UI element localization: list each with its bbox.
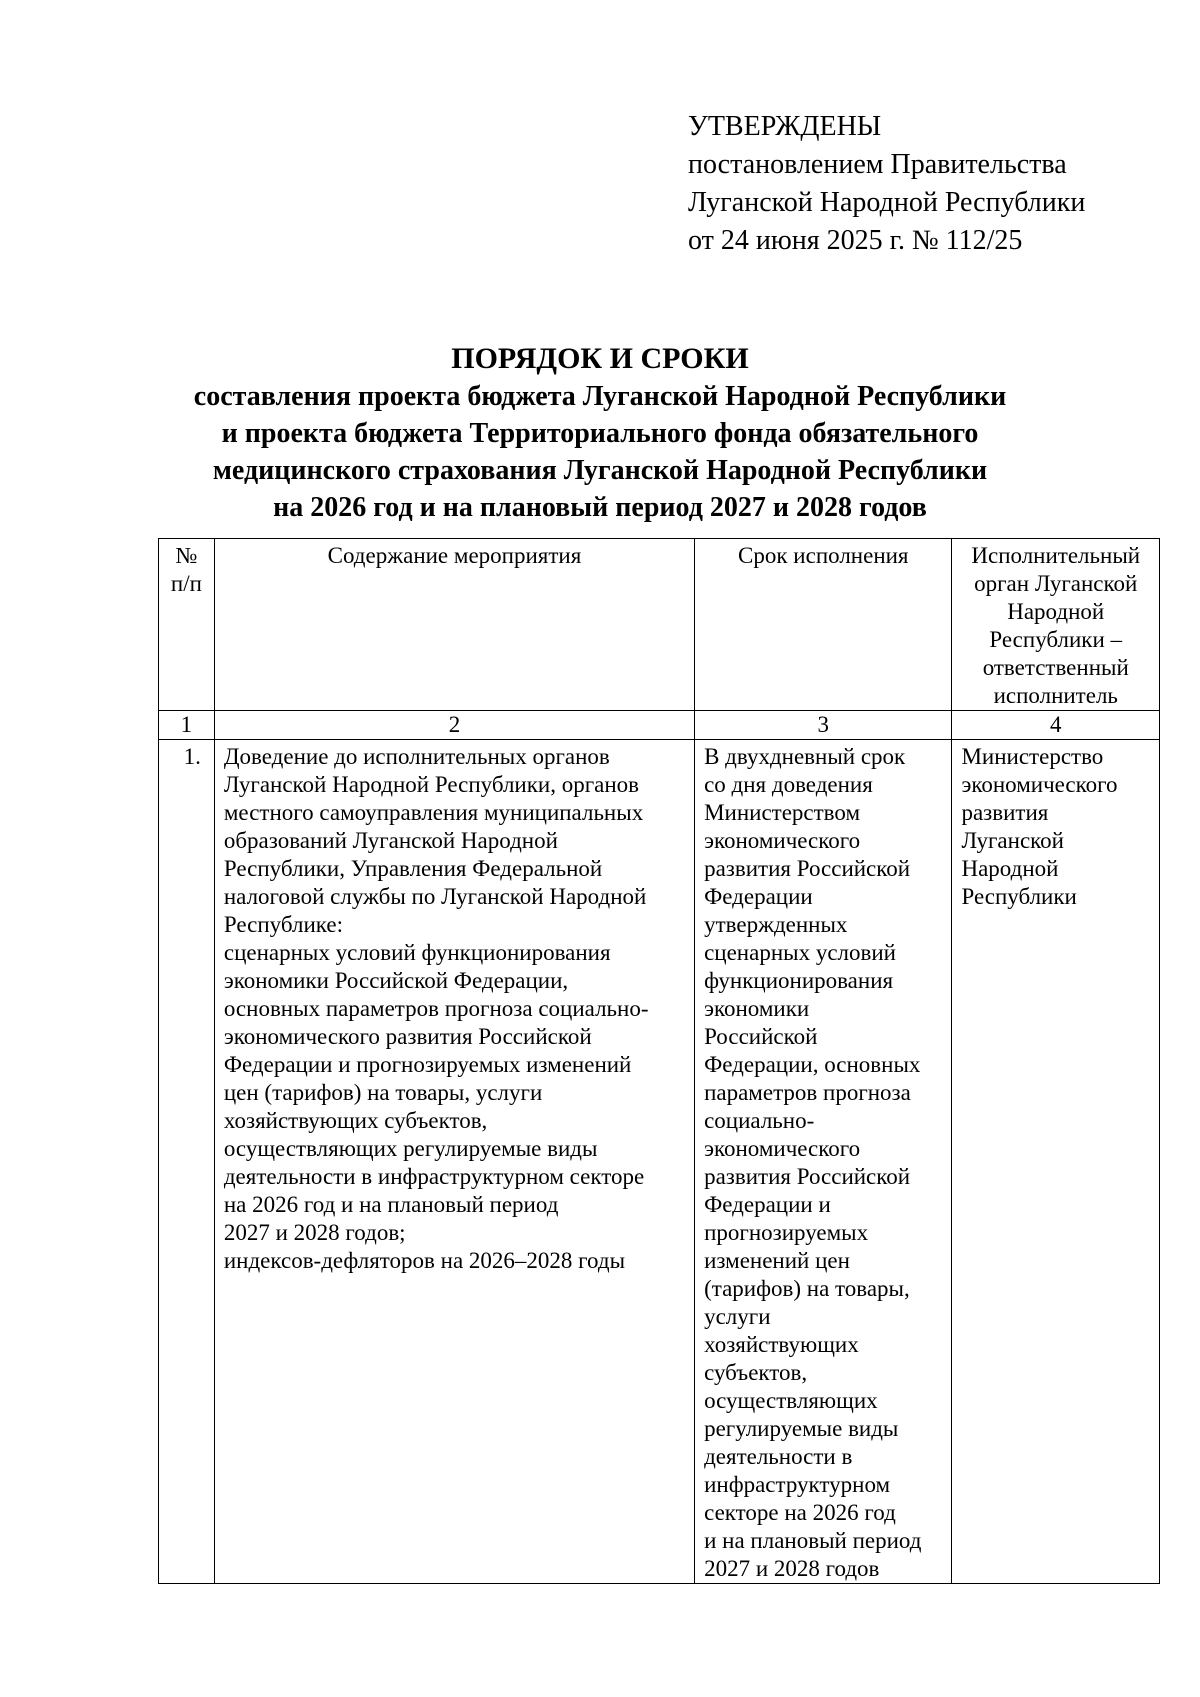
deadline-line: деятельности в (704, 1444, 853, 1469)
deadline-line: сценарных условий (704, 940, 896, 965)
header-executor-line: Народной (1007, 599, 1105, 624)
deadline-line: со дня доведения (704, 772, 873, 797)
column-number: 3 (695, 711, 952, 740)
approval-line: Луганской Народной Республики (688, 187, 1086, 218)
header-num-line: № (175, 543, 198, 568)
content-line: цен (тарифов) на товары, услуги (223, 1080, 543, 1105)
content-line: Луганской Народной Республики, органов (223, 772, 640, 797)
title-main: ПОРЯДОК И СРОКИ (451, 342, 749, 375)
approval-stamp (688, 108, 1085, 260)
deadline-line: прогнозируемых (704, 1220, 869, 1245)
deadline-line: и на плановый период (704, 1528, 922, 1553)
executor-line: Республики (961, 884, 1077, 909)
header-executor-line: орган Луганской (974, 571, 1138, 596)
row-number: 1. (183, 744, 201, 769)
row-number-cell (159, 740, 215, 1584)
deadline-line: развития Российской (704, 856, 911, 881)
deadline-line: инфраструктурном (704, 1472, 891, 1497)
content-line: Доведение до исполнительных органов (223, 744, 610, 769)
executor-line: Луганской (961, 828, 1064, 853)
content-line: местного самоуправления муниципальных (223, 800, 644, 825)
column-number: 4 (952, 711, 1160, 740)
executor-line: экономического (961, 772, 1118, 797)
row-deadline-cell (695, 740, 952, 1584)
content-line: 2027 и 2028 годов; (223, 1220, 406, 1245)
title-line: и проекта бюджета Территориального фонда обязательного (221, 418, 979, 449)
table-header-row (159, 539, 1160, 711)
column-number-row (159, 711, 1160, 740)
plan-table (158, 538, 1160, 1584)
deadline-line: хозяйствующих (704, 1332, 859, 1357)
header-num (159, 539, 215, 711)
deadline-line: социально- (704, 1108, 815, 1133)
executor-line: Министерство (961, 744, 1104, 769)
content-line: экономики Российской Федерации, (223, 968, 569, 993)
deadline-line: секторе на 2026 год (704, 1500, 896, 1525)
row-content-cell (214, 740, 694, 1584)
deadline-line: В двухдневный срок (704, 744, 906, 769)
column-number: 2 (214, 711, 694, 740)
content-line: экономического развития Российской (223, 1024, 592, 1049)
header-deadline: Срок исполнения (695, 539, 952, 711)
content-line: деятельности в инфраструктурном секторе (223, 1164, 645, 1189)
header-executor-line: исполнитель (993, 683, 1118, 708)
approval-line: от 24 июня 2025 г. № 112/25 (688, 225, 1023, 256)
deadline-line: Министерством (704, 800, 861, 825)
deadline-line: Российской (704, 1024, 818, 1049)
deadline-line: экономического (704, 828, 861, 853)
header-num-line: п/п (170, 571, 202, 596)
row-executor-cell (952, 740, 1160, 1584)
deadline-line: функционирования (704, 968, 894, 993)
deadline-line: параметров прогноза (704, 1080, 911, 1105)
content-line: основных параметров прогноза социально- (223, 996, 649, 1021)
deadline-line: регулируемые виды (704, 1416, 899, 1441)
content-line: Федерации и прогнозируемых изменений (223, 1052, 632, 1077)
header-executor-line: ответственный (982, 655, 1129, 680)
title-line: медицинского страхования Луганской Народной Республики (212, 455, 988, 486)
header-executor-line: Исполнительный (971, 543, 1141, 568)
deadline-line: Федерации (704, 884, 813, 909)
deadline-line: развития Российской (704, 1164, 911, 1189)
deadline-line: субъектов, (704, 1360, 808, 1385)
content-line: сценарных условий функционирования (223, 940, 611, 965)
content-line: Республике: (223, 912, 343, 937)
deadline-line: (тарифов) на товары, (704, 1276, 910, 1301)
deadline-line: Федерации и (704, 1192, 831, 1217)
deadline-line: 2027 и 2028 годов (704, 1556, 880, 1581)
content-line: налоговой службы по Луганской Народной (223, 884, 647, 909)
content-line: образований Луганской Народной (223, 828, 558, 853)
content-line: индексов-дефляторов на 2026–2028 годы (223, 1248, 626, 1273)
deadline-line: изменений цен (704, 1248, 850, 1273)
header-executor-line: Республики – (989, 627, 1123, 652)
title-line: составления проекта бюджета Луганской Народной Республики (193, 381, 1007, 412)
approval-line: УТВЕРЖДЕНЫ (688, 111, 882, 142)
approval-line: постановлением Правительства (688, 149, 1067, 180)
header-executor (952, 539, 1160, 711)
content-line: Республики, Управления Федеральной (223, 856, 603, 881)
content-line: на 2026 год и на плановый период (223, 1192, 559, 1217)
deadline-line: экономики (704, 996, 810, 1021)
document-title (0, 340, 1200, 526)
executor-line: развития (961, 800, 1049, 825)
deadline-line: экономического (704, 1136, 861, 1161)
title-line: на 2026 год и на плановый период 2027 и 2028 годов (273, 492, 927, 523)
deadline-line: услуги (704, 1304, 771, 1329)
content-line: хозяйствующих субъектов, (223, 1108, 488, 1133)
executor-line: Народной (961, 856, 1059, 881)
deadline-line: утвержденных (704, 912, 848, 937)
deadline-line: Федерации, основных (704, 1052, 921, 1077)
content-line: осуществляющих регулируемые виды (223, 1136, 598, 1161)
deadline-line: осуществляющих (704, 1388, 878, 1413)
table-row (159, 740, 1160, 1584)
header-content: Содержание мероприятия (214, 539, 694, 711)
column-number: 1 (159, 711, 215, 740)
